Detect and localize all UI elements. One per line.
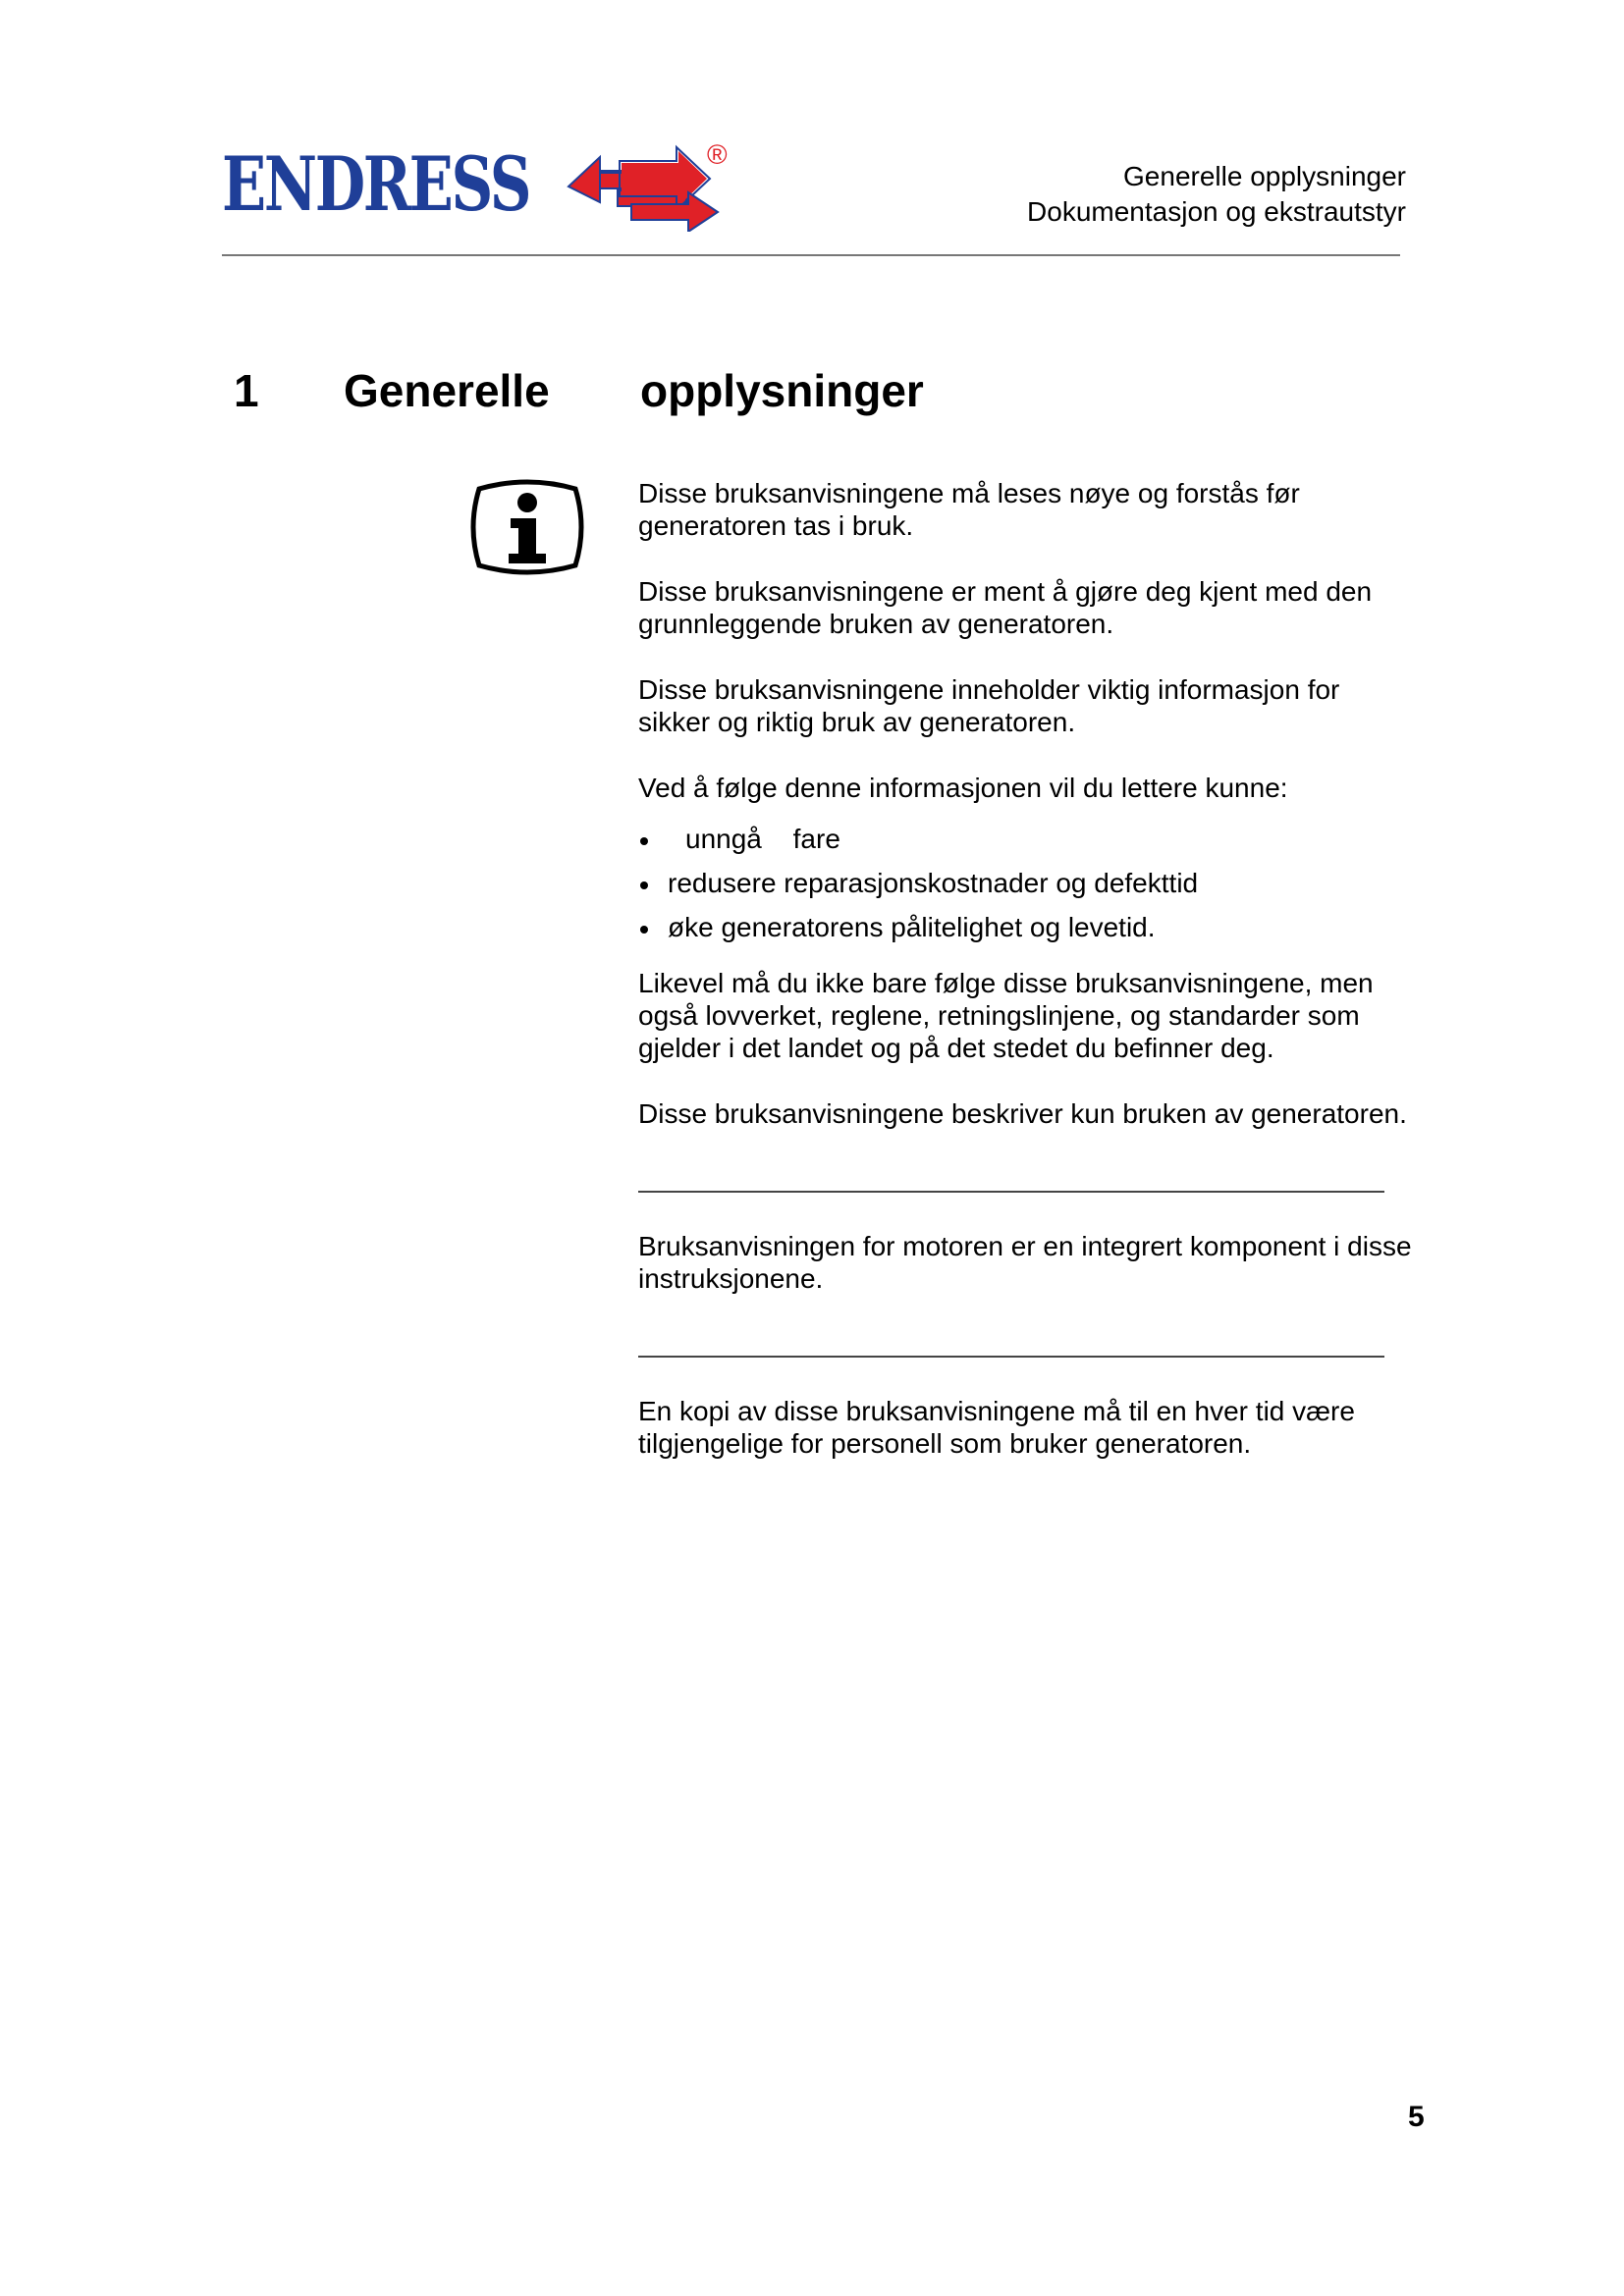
paragraph-read-carefully: Disse bruksanvisningene må leses nøye og forstås før generatoren tas i bruk. bbox=[638, 478, 1300, 541]
registered-mark-text: ® bbox=[707, 139, 728, 170]
running-header bbox=[1027, 159, 1406, 230]
paragraph-important-info: Disse bruksanvisningene inneholder viktig informasjon for sikker og riktig bruk av generatoren. bbox=[638, 674, 1340, 737]
list-item: redusere reparasjonskostnader og defekttid bbox=[638, 868, 1414, 899]
divider-line bbox=[638, 1356, 1384, 1358]
endress-logo bbox=[222, 137, 740, 236]
section-title-word1: Generelle bbox=[344, 365, 550, 416]
paragraph-engine-manual: Bruksanvisningen for motoren er en integrert komponent i disse instruksjonene. bbox=[638, 1231, 1412, 1294]
list-item: unngå fare bbox=[638, 824, 1414, 855]
paragraph-copy-available: En kopi av disse bruksanvisningene må til en hver tid være tilgjengelige for personell som bruker generatoren. bbox=[638, 1396, 1355, 1459]
section-number: 1 bbox=[234, 365, 259, 416]
divider-line bbox=[638, 1191, 1384, 1193]
info-icon bbox=[469, 479, 585, 575]
paragraph-regulations: Likevel må du ikke bare følge disse bruksanvisningene, men også lovverket, reglene, retningslinjene, og standarder som gjelder i det landet og på det stedet du befinner deg. bbox=[638, 968, 1374, 1063]
page-number: 5 bbox=[1408, 2101, 1425, 2133]
section-title-word2: opplysninger bbox=[640, 365, 924, 416]
benefits-list bbox=[638, 824, 1414, 943]
header-divider bbox=[222, 254, 1400, 256]
logo-wordmark: ENDRESS bbox=[222, 140, 530, 228]
header-title-line1: Generelle opplysninger bbox=[1123, 161, 1406, 191]
paragraph-purpose: Disse bruksanvisningene er ment å gjøre deg kjent med den grunnleggende bruken av generatoren. bbox=[638, 576, 1373, 639]
paragraph-scope: Disse bruksanvisningene beskriver kun bruken av generatoren. bbox=[638, 1098, 1407, 1129]
list-item: øke generatorens pålitelighet og levetid. bbox=[638, 912, 1414, 943]
header-title-line2: Dokumentasjon og ekstrautstyr bbox=[1027, 196, 1406, 227]
main-content bbox=[638, 477, 1414, 1460]
paragraph-benefits-intro: Ved å følge denne informasjonen vil du lettere kunne: bbox=[638, 773, 1288, 803]
